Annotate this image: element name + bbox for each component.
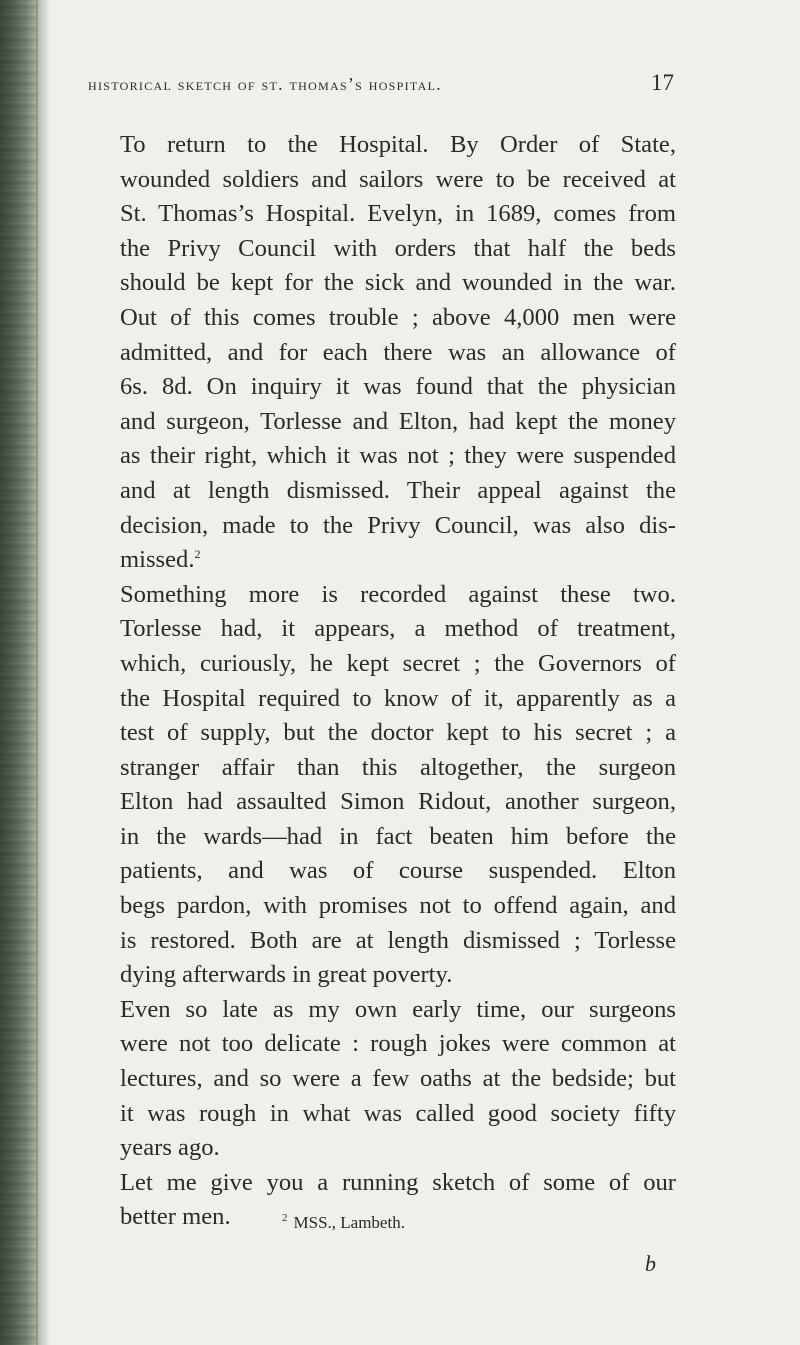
page-number: 17 <box>651 70 674 95</box>
footnote <box>282 1213 405 1233</box>
text-line: dying afterwards in great poverty. <box>120 961 453 989</box>
text-line: as their right, which it was not ; they were suspended <box>120 442 676 470</box>
text-line: decision, made to the Privy Council, was also dis- <box>120 511 676 539</box>
text-line: begs pardon, with promises not to offend again, and <box>120 892 676 920</box>
text-line: To return to the Hospital. By Order of State, <box>120 131 676 158</box>
book-binding-edge <box>0 0 38 1345</box>
text-line: Out of this comes trouble ; above 4,000 men were <box>120 303 676 331</box>
text-line: wounded soldiers and sailors were to be received at <box>120 165 676 193</box>
text-line: Even so late as my own early time, our surgeons <box>120 995 676 1023</box>
footnote-marker: 2 <box>282 1212 288 1225</box>
text-line: which, curiously, he kept secret ; the Governors of <box>120 649 676 677</box>
text-line: Torlesse had, it appears, a method of treatment, <box>120 615 676 643</box>
text-line: years ago. <box>120 1134 220 1162</box>
paragraph-3 <box>88 993 676 1166</box>
text-line: and at length dismissed. Their appeal against the <box>120 476 676 504</box>
page-header <box>88 72 674 104</box>
text-line: the Hospital required to know of it, apparently as a <box>120 684 676 712</box>
footnote-reference[interactable]: 2 <box>194 546 201 561</box>
text-line: the Privy Council with orders that half the beds <box>120 234 676 262</box>
text-line: Elton had assaulted Simon Ridout, another surgeon, <box>120 788 676 816</box>
gutter-shadow <box>36 0 50 1345</box>
text-line: and surgeon, Torlesse and Elton, had kept the money <box>120 407 676 435</box>
text-line: lectures, and so were a few oaths at the bedside; but <box>120 1065 676 1093</box>
body-text <box>88 128 676 1235</box>
text-line: test of supply, but the doctor kept to his secret ; a <box>120 719 676 747</box>
footnote-text: MSS., Lambeth. <box>293 1213 405 1232</box>
paragraph-2 <box>88 578 676 993</box>
text-line: should be kept for the sick and wounded in the war. <box>120 269 676 297</box>
text-line: better men. <box>120 1203 231 1231</box>
text-line: 6s. 8d. On inquiry it was found that the physician <box>120 373 676 401</box>
text-line: admitted, and for each there was an allowance of <box>120 338 676 366</box>
text-line: patients, and was of course suspended. Elton <box>120 857 676 885</box>
running-head: historical sketch of st. thomas’s hospital. <box>88 74 442 94</box>
text-line: stranger affair than this altogether, the surgeon <box>120 753 676 781</box>
text-line: in the wards—had in fact beaten him before the <box>120 822 676 850</box>
text-line: Something more is recorded against these two. <box>120 580 676 608</box>
text-line: is restored. Both are at length dismissed ; Torlesse <box>120 926 676 954</box>
text-line <box>88 543 676 578</box>
text-line: Let me give you a running sketch of some of our <box>120 1168 676 1196</box>
text-line-content: missed. <box>120 546 195 574</box>
text-line: St. Thomas’s Hospital. Evelyn, in 1689, comes from <box>120 200 676 228</box>
text-line: it was rough in what was called good society fifty <box>120 1099 676 1127</box>
paragraph-1 <box>88 128 676 578</box>
signature-mark: b <box>645 1251 656 1276</box>
text-line: were not too delicate : rough jokes were common at <box>120 1030 676 1058</box>
